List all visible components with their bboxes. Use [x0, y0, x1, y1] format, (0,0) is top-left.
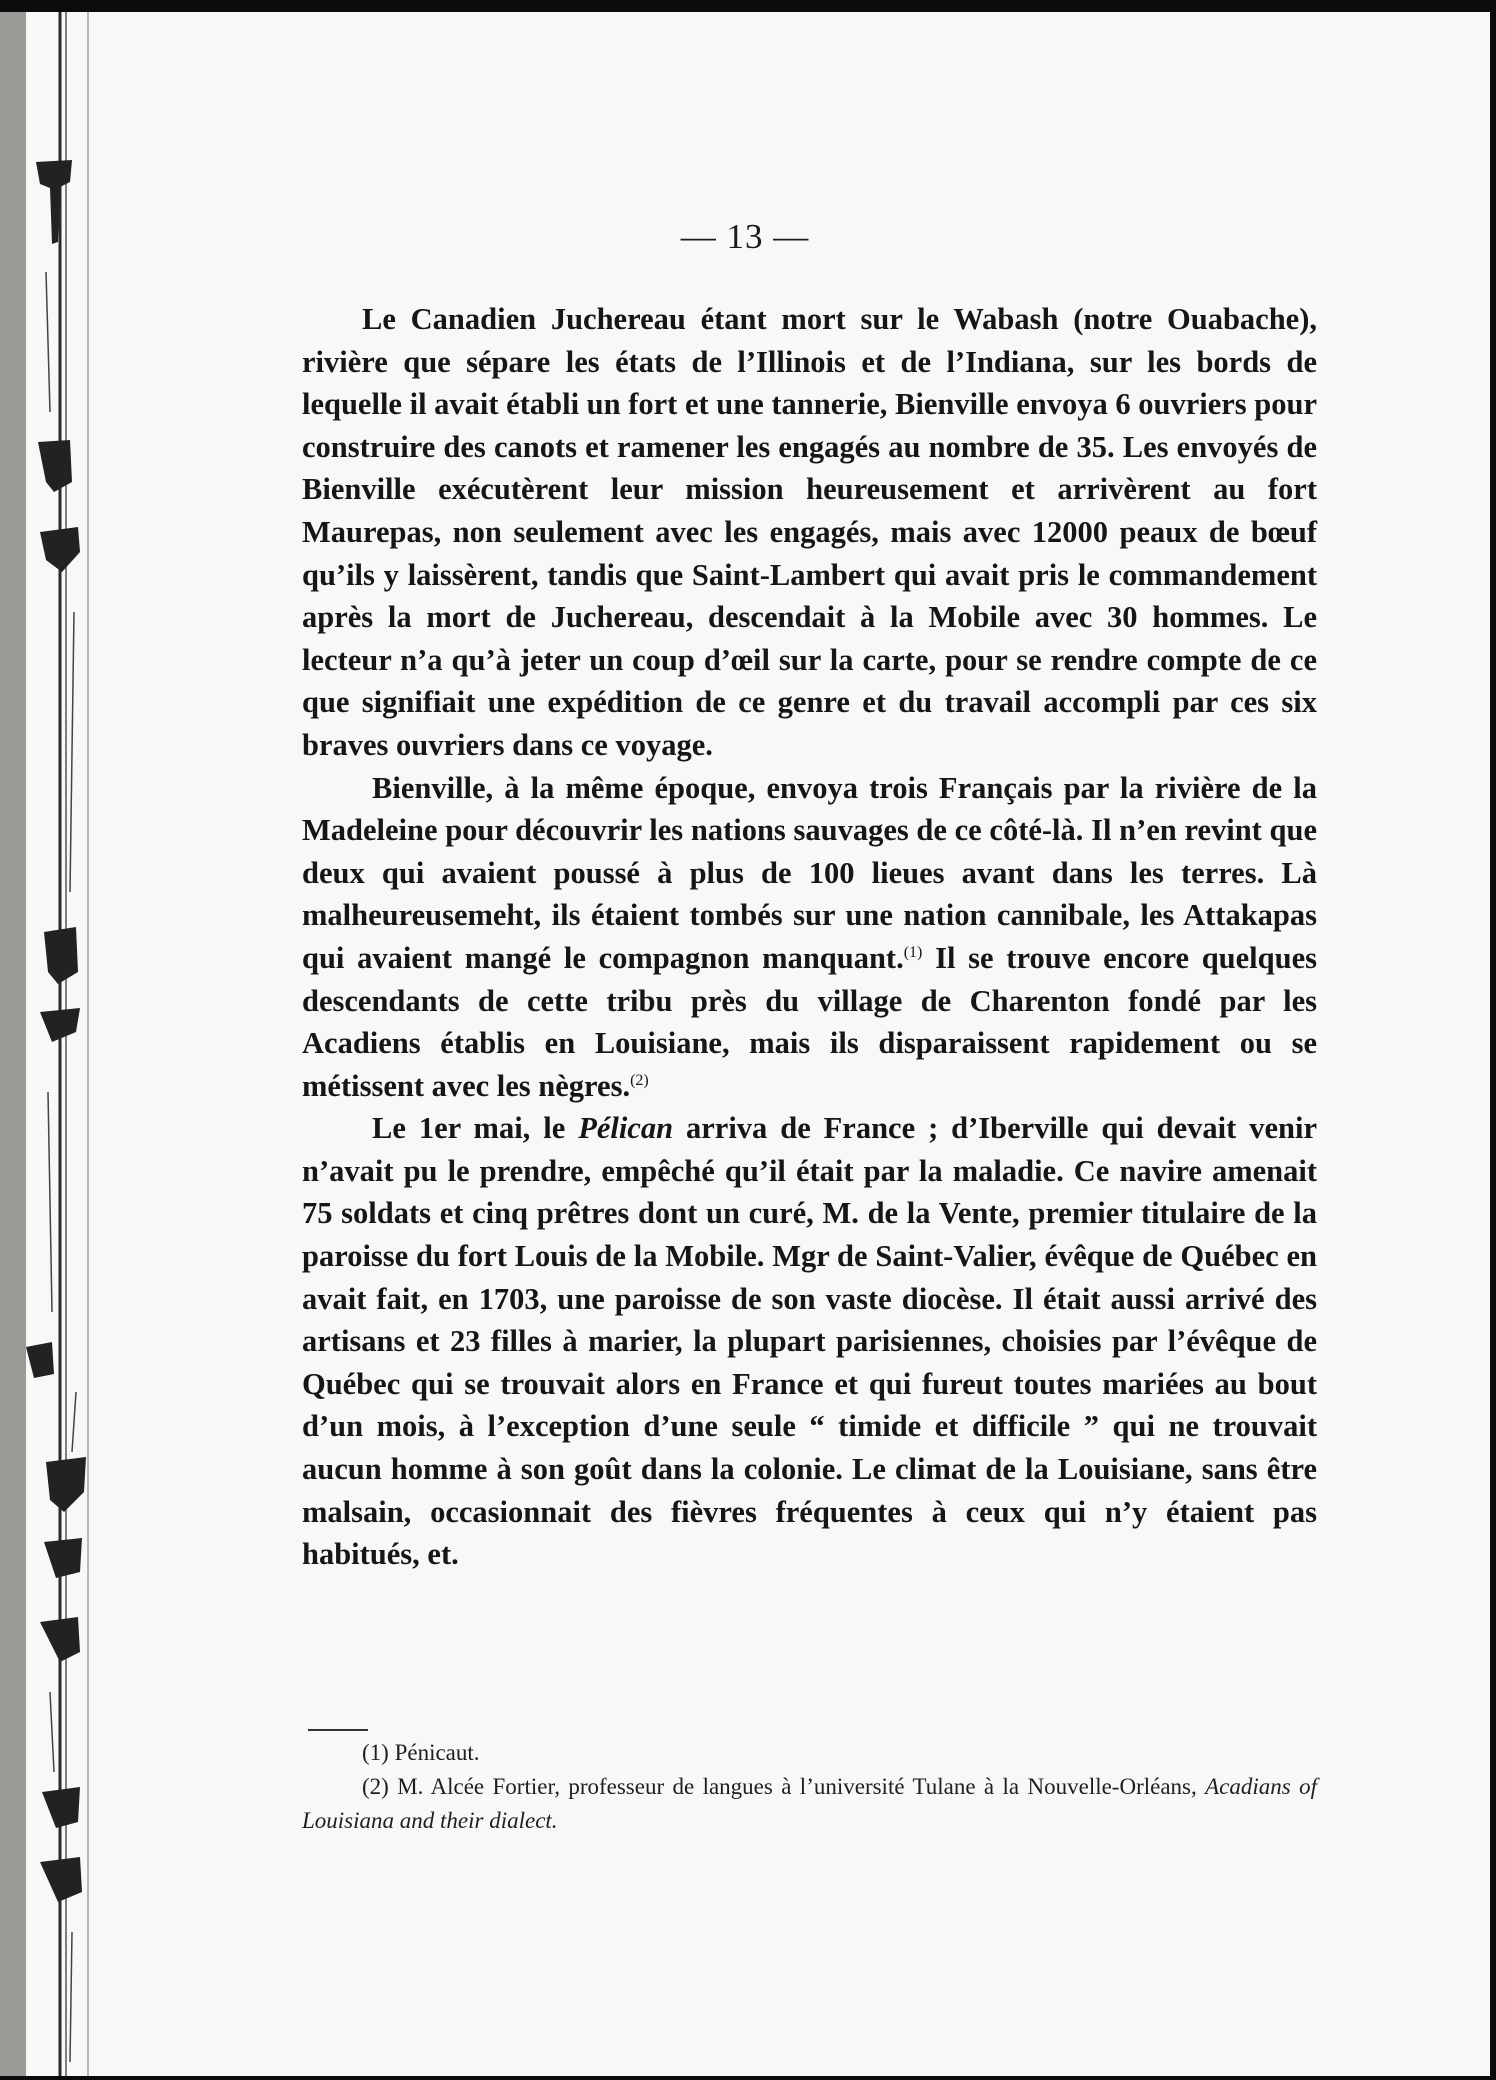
ship-name: Pélican [578, 1111, 674, 1146]
paragraph-pelican [302, 1107, 1317, 1576]
footnote-ref-2: (2) [630, 1071, 649, 1089]
book-page [0, 12, 1490, 2076]
main-text [302, 298, 1317, 1576]
paragraph-bienville [302, 767, 1317, 1108]
paragraph-juchereau: Le Canadien Juchereau étant mort sur le Wabash (notre Ouabache), rivière que sépare les états de l’Illinois et de l’Indiana, sur les bords de lequelle il avait établi un fort et une tannerie, Bienville envoya 6 ouvriers pour construire des canots et ramener les engagés au nombre de 35. Les envoyés de Bienville exécutèrent leur mission heureusement et arrivèrent au fort Maurepas, non seulement avec les engagés, mais avec 12000 peaux de bœuf qu’ils y laissèrent, tandis que Saint-Lambert qui avait pris le commandement après la mort de Juchereau, descendait à la Mobile avec 30 hommes. Le lecteur n’a qu’à jeter un coup d’œil sur la carte, pour se rendre compte de ce que signifiait une expédition de ce genre et du travail accompli par ces six braves ouvriers dans ce voyage. [302, 302, 1317, 762]
footnote-ref-1: (1) [903, 943, 923, 961]
paragraph-pelican-part1: Le 1er mai, le [372, 1111, 579, 1146]
footnote-2-text: (2) M. Alcée Fortier, professeur de langues à l’université Tulane à la Nouvelle-Orléans, [362, 1774, 1206, 1799]
paragraph-bienville-part1: Bienville, à la même époque, envoya trois Français par la rivière de la Madeleine pour découvrir les nations sauvages de ce côté-là. Il n’en revint que deux qui avaient poussé à plus de 100 lieues avant dans les terres. Là malheureusemeht, ils étaient tombés sur une nation cannibale, les Attakapas qui avaient mangé le compagnon manquant. [302, 770, 1317, 975]
footnote-2-title: Acadians of Louisiana and their dialect. [302, 1774, 1317, 1833]
paragraph-pelican-part2: arriva de France ; d’Iberville qui devait venir n’avait pu le prendre, empêché qu’il était par la maladie. Ce navire amenait 75 soldats et cinq prêtres dont un curé, M. de la Vente, premier titulaire de la paroisse du fort Louis de la Mobile. Mgr de Saint-Valier, évêque de Québec en avait fait, en 1703, une paroisse de son vaste diocèse. Il était aussi arrivé des artisans et 23 filles à marier, la plupart parisiennes, choisies par l’évêque de Québec qui se trouvait alors en France et qui fureut toutes mariées au bout d’un mois, à l’exception d’une seule “ timide et difficile ” qui ne trouvait aucun homme à son goût dans la colonie. Le climat de la Louisiane, sans être malsain, occasionnait des fièvres fréquentes à ceux qui n’y étaient pas habitués, et. [302, 1111, 1318, 1572]
page-number: — 13 — [680, 217, 810, 256]
footnote-divider [308, 1729, 368, 1731]
footnotes [302, 1736, 1317, 1838]
paragraph-bienville-part2: Il se trouve encore quelques descendants de cette tribu près du village de Charenton fondé par les Acadiens établis en Louisiane, mais ils disparaissent rapidement ou se métissent avec les nègres. [302, 940, 1317, 1103]
footnote-2 [302, 1770, 1317, 1838]
binding-spine [0, 12, 130, 2076]
footnote-1: (1) Pénicaut. [362, 1740, 480, 1765]
